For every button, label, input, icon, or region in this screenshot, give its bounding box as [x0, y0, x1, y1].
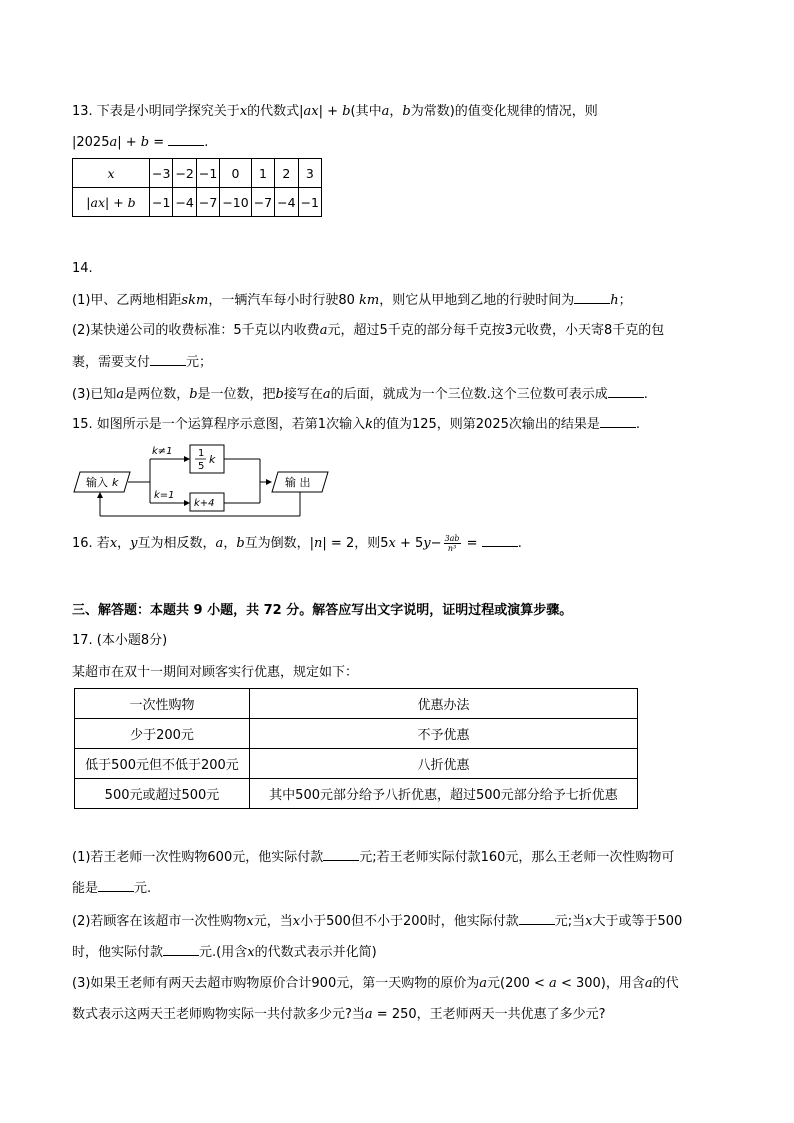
table-header-cell: x: [73, 159, 150, 188]
table-cell: 1: [251, 159, 274, 188]
table-cell: 3: [298, 159, 321, 188]
frac-num: 1: [198, 448, 205, 459]
condition-bottom: k=1: [154, 490, 175, 501]
arrow-head: [184, 500, 190, 506]
answer-blank: [608, 385, 644, 398]
table-row: [75, 719, 638, 749]
q17-part1-line1: (1)若王老师一次性购物600元，他实际付款 元;若王老师实际付款160元，那么王老师一次性购物可: [72, 850, 675, 865]
arrow-head: [97, 492, 103, 498]
table-row: [73, 188, 322, 217]
section-heading: 三、解答题：本题共 9 小题，共 72 分。解答应写出文字说明，证明过程或演算步骤。: [72, 603, 573, 618]
operation-flowchart: [72, 442, 332, 520]
frac-den: 5: [198, 461, 205, 472]
output-label: 输 出: [285, 476, 311, 489]
table-cell: −2: [173, 159, 196, 188]
table-cell: −7: [251, 188, 274, 217]
q13-value-table: [72, 158, 322, 217]
input-k: k: [112, 476, 119, 489]
table-cell: 500元或超过500元: [75, 779, 250, 809]
table-header-cell: 一次性购物: [75, 689, 250, 719]
table-row: [73, 159, 322, 188]
discount-table: [74, 688, 638, 809]
q15-stem: 15. 如图所示是一个运算程序示意图，若第1次输入k的值为125，则第2025次输出的结果是 .: [72, 417, 641, 432]
answer-blank: [168, 133, 204, 146]
q17-part2-line1: (2)若顾客在该超市一次性购物x元，当x小于500但不小于200时，他实际付款 元;当x大于或等于500: [72, 914, 683, 929]
table-cell: −1: [150, 188, 173, 217]
answer-blank: [482, 534, 518, 547]
answer-blank: [574, 291, 610, 304]
table-header-cell: 优惠办法: [250, 689, 638, 719]
arrow-head: [184, 456, 190, 462]
table-cell: 不予优惠: [250, 719, 638, 749]
q17-part2-line2: 时，他实际付款 元.(用含x的代数式表示并化简): [72, 945, 377, 960]
q14-part2-line1: (2)某快递公司的收费标准：5千克以内收费a元，超过5千克的部分每千克按3元收费，小天寄8千克的包: [72, 323, 665, 338]
table-row: [75, 779, 638, 809]
table-cell: −7: [196, 188, 219, 217]
q16-stem: 16. 若x，y互为相反数，a，b互为倒数，|n| = 2，则5x + 5y− $\frac{3ab}{\text{n³}}$ = .: [72, 534, 522, 553]
table-row: [75, 689, 638, 719]
q17-part1-line2: 能是 元.: [72, 881, 152, 896]
answer-blank: [150, 353, 186, 366]
table-cell: −1: [196, 159, 219, 188]
table-cell: 其中500元部分给予八折优惠，超过500元部分给予七折优惠: [250, 779, 638, 809]
table-row: [75, 749, 638, 779]
fraction: $\frac{3ab}{\text{n³}}$: [444, 534, 460, 553]
q14-number: 14.: [72, 261, 93, 276]
table-cell: −4: [173, 188, 196, 217]
table-cell: 低于500元但不低于200元: [75, 749, 250, 779]
table-cell: −3: [150, 159, 173, 188]
table-cell: 0: [220, 159, 251, 188]
table-cell: 少于200元: [75, 719, 250, 749]
answer-blank: [600, 415, 636, 428]
q13-stem-line1: 13. 下表是小明同学探究关于x的代数式|ax| + b(其中a，b为常数)的值变化规律的情况，则: [72, 104, 598, 119]
add-box-label: k+4: [194, 498, 215, 509]
answer-blank: [519, 912, 555, 925]
condition-top: k≠1: [152, 446, 173, 457]
table-cell: 八折优惠: [250, 749, 638, 779]
answer-blank: [163, 943, 199, 956]
input-label: 输入: [86, 476, 108, 489]
table-cell: −4: [275, 188, 298, 217]
q17-part3-line1: (3)如果王老师有两天去超市购物原价合计900元，第一天购物的原价为a元(200 < a < 300)，用含a的代: [72, 976, 679, 991]
q14-part2-line2: 裹，需要支付 元；: [72, 355, 213, 370]
table-cell: −1: [298, 188, 321, 217]
q13-stem-line2: |2025a| + b = .: [72, 135, 209, 150]
table-cell: 2: [275, 159, 298, 188]
arrow-head: [266, 479, 272, 485]
q17-intro: 某超市在双十一期间对顾客实行优惠，规定如下：: [72, 665, 359, 680]
frac-k: k: [209, 453, 216, 466]
q17-title: 17. (本小题8分): [72, 633, 168, 648]
answer-blank: [98, 879, 134, 892]
table-header-cell: |ax| + b: [73, 188, 150, 217]
q14-part3: (3)已知a是两位数，b是一位数，把b接写在a的后面，就成为一个三位数.这个三位数可表示成 .: [72, 387, 648, 402]
q17-part3-line2: 数式表示这两天王老师购物实际一共付款多少元?当a = 250，王老师两天一共优惠了多少元?: [72, 1007, 606, 1022]
table-cell: −10: [220, 188, 251, 217]
answer-blank: [323, 848, 359, 861]
q14-part1: (1)甲、乙两地相距skm，一辆汽车每小时行驶80 km，则它从甲地到乙地的行驶时间为 h；: [72, 293, 632, 308]
